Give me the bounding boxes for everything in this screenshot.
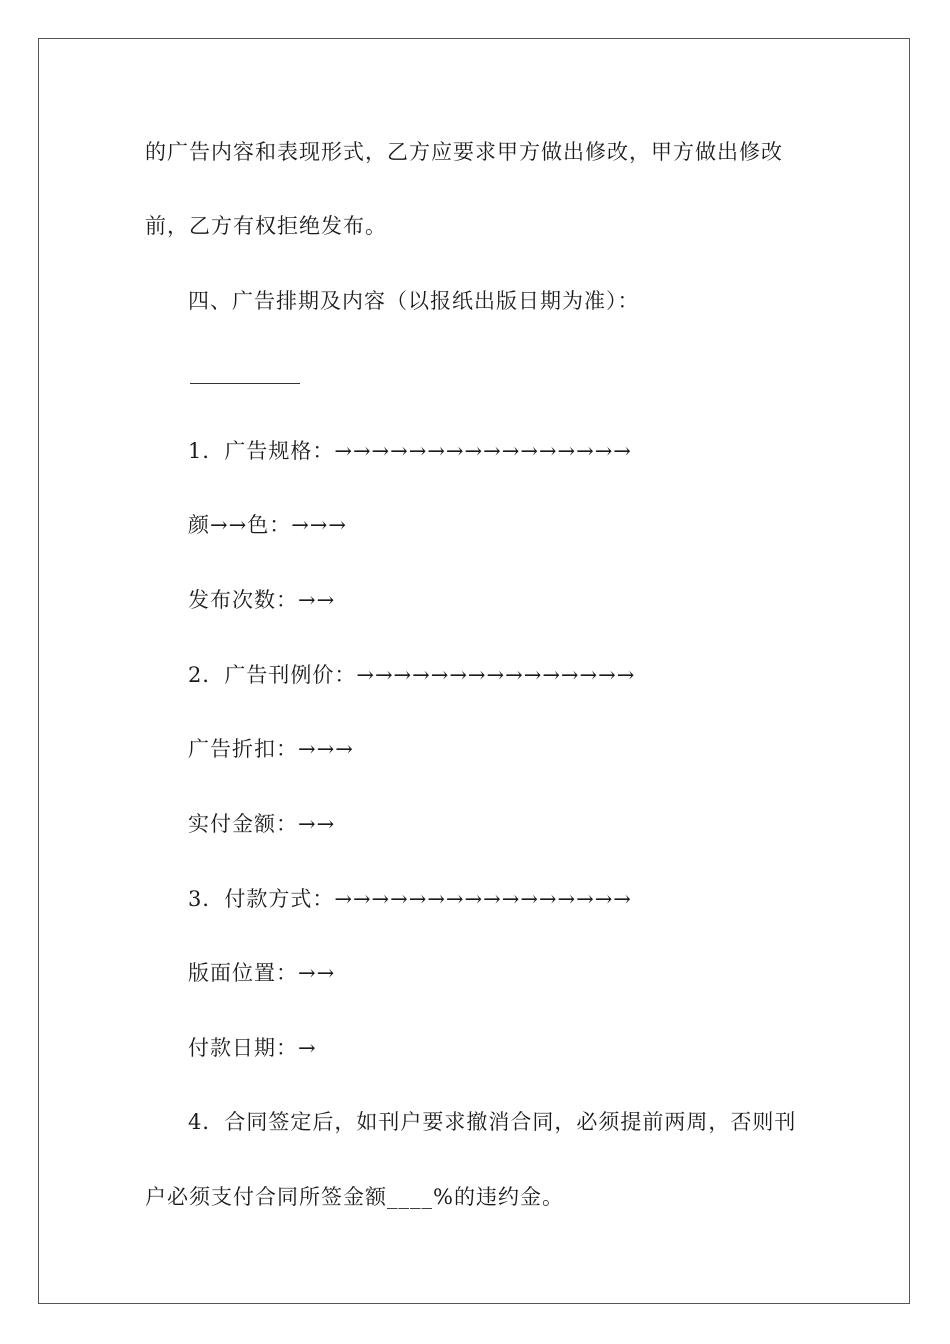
paragraph-line: 前，乙方有权拒绝发布。	[145, 214, 387, 238]
field-payment-method: 3．付款方式：→→→→→→→→→→→→→→→→	[188, 887, 632, 911]
field-actual-amount: 实付金额：→→	[188, 812, 336, 836]
paragraph-line: 4．合同签定后，如刊户要求撤消合同，必须提前两周，否则刊	[188, 1110, 797, 1134]
field-publish-count: 发布次数：→→	[188, 588, 336, 612]
field-payment-date: 付款日期：→	[188, 1036, 317, 1060]
section-heading: 四、广告排期及内容（以报纸出版日期为准）：	[188, 289, 640, 313]
field-ad-size: 1．广告规格：→→→→→→→→→→→→→→→→	[188, 439, 632, 463]
paragraph-line: 的广告内容和表现形式，乙方应要求甲方做出修改，甲方做出修改	[145, 140, 783, 164]
blank-underline	[190, 383, 300, 384]
field-list-price: 2．广告刊例价：→→→→→→→→→→→→→→→	[188, 663, 636, 687]
paragraph-line: 户必须支付合同所签金额____%的违约金。	[145, 1185, 564, 1209]
field-color: 颜→→色：→→→	[188, 513, 347, 537]
field-page-position: 版面位置：→→	[188, 961, 336, 985]
field-discount: 广告折扣：→→→	[188, 737, 354, 761]
